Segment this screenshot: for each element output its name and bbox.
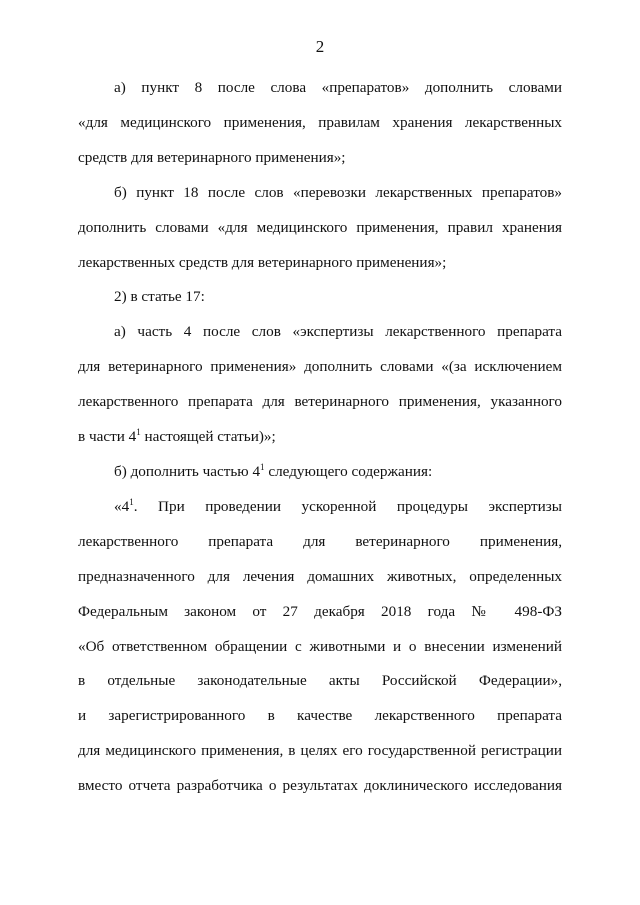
text-line: в отдельные законодательные акты Российской Федерации»,: [78, 672, 562, 690]
document-body: [78, 71, 562, 804]
text-fragment: . При проведении ускоренной процедуры экспертизы: [133, 497, 562, 515]
text-fragment: «4: [114, 497, 130, 515]
paragraph-1: [78, 71, 562, 176]
text-line: вместо отчета разработчика о результатах доклинического исследования: [78, 777, 562, 795]
text-line: Федеральным законом от 27 декабря 2018 года № 498-ФЗ: [78, 602, 562, 620]
text-line: 2) в статье 17:: [114, 288, 205, 306]
text-line: для ветеринарного применения» дополнить словами «(за исключением: [78, 358, 562, 376]
text-line: а) часть 4 после слов «экспертизы лекарственного препарата: [114, 323, 562, 341]
text-line: «Об ответственном обращении с животными и о внесении изменений: [78, 637, 562, 655]
text-line: лекарственного препарата для ветеринарного применения, указанного: [78, 393, 562, 411]
paragraph-6: [78, 490, 562, 804]
text-line: средств для ветеринарного применения»;: [78, 148, 346, 166]
text-line: для медицинского применения, в целях его государственной регистрации: [78, 742, 562, 760]
paragraph-2: [78, 176, 562, 281]
text-line: [78, 455, 562, 490]
paragraph-3: [78, 280, 562, 315]
text-fragment: в части 4: [78, 428, 137, 446]
text-line: дополнить словами «для медицинского применения, правил хранения: [78, 218, 562, 236]
text-line: и зарегистрированного в качестве лекарственного препарата: [78, 707, 562, 725]
text-line: а) пункт 8 после слова «препаратов» дополнить словами: [114, 79, 562, 96]
text-line: [78, 490, 562, 525]
text-fragment: б) дополнить частью 4: [114, 462, 261, 480]
superscript: 1: [136, 427, 141, 438]
text-line: лекарственных средств для ветеринарного применения»;: [78, 253, 447, 271]
text-line: предназначенного для лечения домашних животных, определенных: [78, 567, 562, 585]
text-line: лекарственного препарата для ветеринарного применения,: [78, 532, 562, 550]
text-fragment: настоящей статьи)»;: [140, 428, 276, 446]
page-number: 2: [315, 37, 325, 56]
superscript: 1: [129, 496, 134, 507]
text-line: «для медицинского применения, правилам хранения лекарственных: [78, 113, 562, 131]
text-fragment: следующего содержания:: [264, 462, 433, 480]
paragraph-5: [78, 455, 562, 490]
paragraph-4: [78, 315, 562, 455]
text-line: б) пункт 18 после слов «перевозки лекарственных препаратов»: [114, 183, 562, 201]
text-line: [78, 420, 562, 455]
superscript: 1: [260, 461, 265, 472]
